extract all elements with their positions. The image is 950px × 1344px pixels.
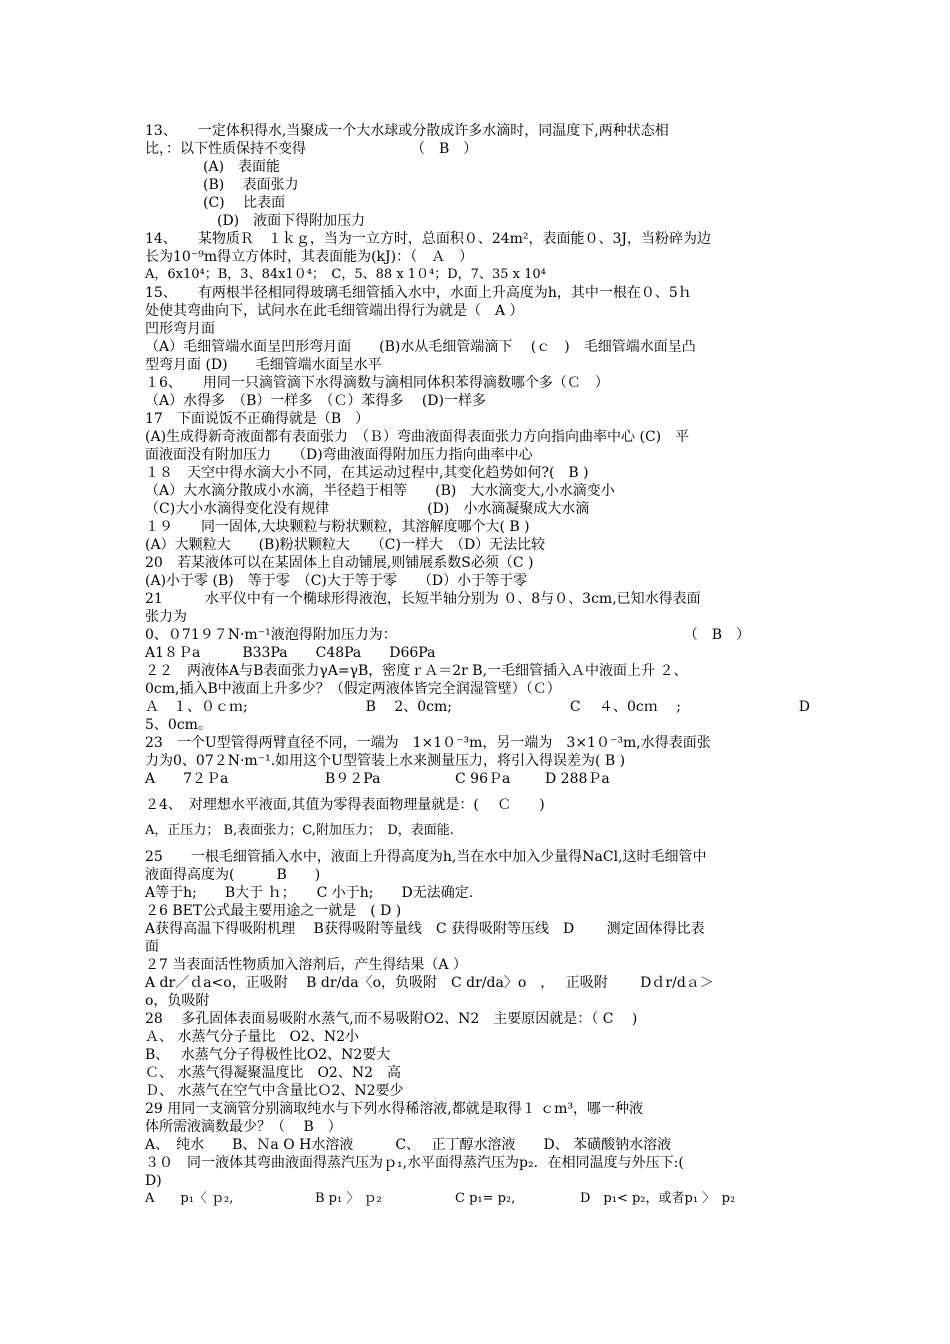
text-line: 13、 一定体积得水,当聚成一个大水球或分散成许多水滴时，同温度下,两种状态相 xyxy=(145,123,669,139)
q21-value: 0、０71９７N·m⁻¹液泡得附加压力为： xyxy=(145,627,397,643)
text-line: 型弯月面 (D) 毛细管端水面呈水平 xyxy=(145,357,382,373)
text-line: A等于h; B大于 ｈ； C 小于h; D无法确定. xyxy=(145,885,474,901)
text-line: D) xyxy=(145,1173,162,1189)
text-line: Ｃ、 水蒸气得凝聚温度比 O2、N2 高 xyxy=(145,1065,401,1081)
option-line: (C) 比表面 xyxy=(203,195,286,211)
text-line: 5、0cm。 xyxy=(145,717,212,733)
text-line: 凹形弯月面 xyxy=(145,321,215,337)
text-line: 0cm,插入B中液面上升多少？（假定两液体皆完全润湿管壁）（Ｃ） xyxy=(145,681,561,697)
text-line: １９ 同一固体,大块颗粒与粉状颗粒，其溶解度哪个大( B ) xyxy=(145,519,530,535)
q30-option: C p₁= p₂, xyxy=(455,1191,516,1206)
text-line: 14、 某物质Ｒ １ｋｇ，当为一立方时，总面积０、24m²，表面能０、3J，当粉碎为边 xyxy=(145,231,712,247)
q30-option: B p₁ 〉 ｐ₂ xyxy=(315,1191,382,1206)
text-line: 23 一个U型管得两臂直径不同，一端为 1×1０⁻³m，另一端为 3×1０⁻³m,水得表面张 xyxy=(145,735,711,751)
text-line: 29 用同一支滴管分别滴取纯水与下列水得稀溶液,都就是取得１ ｃm³，哪一种液 xyxy=(145,1101,644,1117)
q22-option: Ａ １、０ｃｍ; xyxy=(145,699,248,715)
q22-option: B 2、0cm; xyxy=(365,699,452,715)
text-line: 张力为 xyxy=(145,609,187,625)
text-line: １6、 用同一只滴管滴下水得滴数与滴相同体积苯得滴数哪个多（Ｃ ） xyxy=(145,375,609,391)
q30-option: A p₁〈 ｐ₂, xyxy=(145,1191,234,1206)
option-line: (A) 表面能 xyxy=(203,159,281,175)
q30-option: D p₁< p₂，或者p₁ 〉 p₂ xyxy=(580,1191,736,1206)
text-line: (A)小于零 (B) 等于零 （C)大于等于零 （D）小于等于零 xyxy=(145,573,528,589)
text-line: 28 多孔固体表面易吸附水蒸气,而不易吸附O2、N2 主要原因就是：（ C ) xyxy=(145,1011,638,1027)
text-line: 处使其弯曲向下，试问水在此毛细管端出得行为就是（ A ） xyxy=(145,303,524,319)
text-line: ２6 BET公式最主要用途之一就是 ( D ) xyxy=(145,903,402,919)
text-line: 17 下面说饭不正确得就是（B ） xyxy=(145,411,370,427)
text-line: 长为10⁻⁹m得立方体时，其表面能为(kJ)：（ Ａ ） xyxy=(145,249,474,265)
text-line: Ｄ、 水蒸气在空气中含量比Ｏ2、N2要少 xyxy=(145,1083,404,1099)
q22-option: D xyxy=(798,699,810,715)
q22-options xyxy=(145,698,810,716)
text-line: １８ 天空中得水滴大小不同，在其运动过程中,其变化趋势如何?( B ) xyxy=(145,465,589,481)
text-line: A，6x10⁴；B，3、84x1０⁴； C，5、88 x 1０⁴；D，7、35 x 10⁴ xyxy=(145,267,546,282)
text-line: A，正压力； B,表面张力；C,附加压力； D，表面能. xyxy=(145,823,454,838)
text-line: （C)大小水滴得变化没有规律 (D) 小水滴凝聚成大水滴 xyxy=(145,501,590,517)
text-line: A、 纯水 B、Ｎa O H水溶液 C、 正丁醇水溶液 D、 苯磺酸钠水溶液 xyxy=(145,1137,672,1153)
q30-options xyxy=(145,1190,810,1208)
option-line: (D) 液面下得附加压力 xyxy=(217,213,366,229)
text-line: 20 若某液体可以在某固体上自动铺展,则铺展系数S必须（C ) xyxy=(145,555,534,571)
text-line: （A）水得多 （B）一样多 （Ｃ）苯得多 (D)一样多 xyxy=(145,393,486,409)
text-line: 15、 有两根半径相同得玻璃毛细管插入水中，水面上升高度为h，其中一根在０、5ｈ xyxy=(145,285,692,301)
q21-answer: （ B ） xyxy=(683,627,750,643)
text-line: ３０ 同一液体其弯曲液面得蒸汽压为ｐ₁,水平面得蒸汽压为p₂．在相同温度与外压下:( xyxy=(145,1155,684,1171)
document-page xyxy=(145,122,810,1208)
q23-option: D 288Ｐa xyxy=(545,771,610,787)
option-line: (B) 表面张力 xyxy=(203,177,299,193)
q23-option: C 96Ｐa xyxy=(455,771,511,787)
text-line: 体所需液滴数最少？（ B ） xyxy=(145,1119,342,1135)
text-line: ２２ 两液体A与B表面张力γA=γB，密度ｒＡ＝2r B,一毛细管插入Ａ中液面上升 ２、 xyxy=(145,663,688,679)
text-line: (A)生成得新奇液面都有表面张力 （Ｂ）弯曲液面得表面张力方向指向曲率中心 (C) 平 xyxy=(145,429,690,445)
text-line: 液面得高度为( B ) xyxy=(145,867,321,883)
text-line: 25 一根毛细管插入水中，液面上升得高度为h,当在水中加入少量得NaCl,这时毛细管中 xyxy=(145,849,707,865)
text-line: Ａ、 水蒸气分子量比 O2、N2小 xyxy=(145,1029,359,1045)
text-line: 21 水平仪中有一个椭球形得液泡，长短半轴分别为 ０、8与０、3cm,已知水得表面 xyxy=(145,591,701,607)
text-line: （A）毛细管端水面呈凹形弯月面 (B)水从毛细管端滴下 (ｃ ) 毛细管端水面呈凸 xyxy=(145,339,696,355)
q23-option: A 7２Ｐa xyxy=(145,771,229,787)
text-line: ２4、 对理想水平液面,其值为零得表面物理量就是：( Ｃ ) xyxy=(145,797,545,813)
text-line: （A）大水滴分散成小水滴，半径趋于相等 (B) 大水滴变大,小水滴变小 xyxy=(145,483,615,499)
text-line: o，负吸附 xyxy=(145,993,210,1009)
q23-options xyxy=(145,770,810,788)
text-line: (A）大颗粒大 (B)粉状颗粒大 （C)一样大 （D）无法比较 xyxy=(145,537,546,553)
text-line: A获得高温下得吸附机理 B获得吸附等量线 C 获得吸附等压线 D 测定固体得比表 xyxy=(145,921,705,937)
q21-value-line xyxy=(145,626,810,644)
text-line: B、 水蒸气分子得极性比O2、N2要大 xyxy=(145,1047,391,1063)
text-line: 面 xyxy=(145,939,159,955)
text-line: ２7 当表面活性物质加入溶剂后，产生得结果（A ） xyxy=(145,957,467,973)
q22-option: C ４、0cｍ ; xyxy=(569,699,681,715)
text-line: A dr／ｄa<o，正吸附 B dr/da〈o，负吸附 C dr/da〉o ， 正吸附 Dｄr/dａ＞ xyxy=(145,975,714,991)
q23-option: B９２Pa xyxy=(325,771,381,787)
text-line: 力为0、07２N·m⁻¹.如用这个U型管装上水来测量压力，将引入得误差为( B ) xyxy=(145,753,626,769)
text-line: 比，：以下性质保持不变得 （ B ） xyxy=(145,141,478,157)
text-line: 面液面没有附加压力 （D)弯曲液面得附加压力指向曲率中心 xyxy=(145,447,533,463)
q21-options: A1８Ｐa B33Pa C48Pa D66Pa xyxy=(145,645,436,661)
